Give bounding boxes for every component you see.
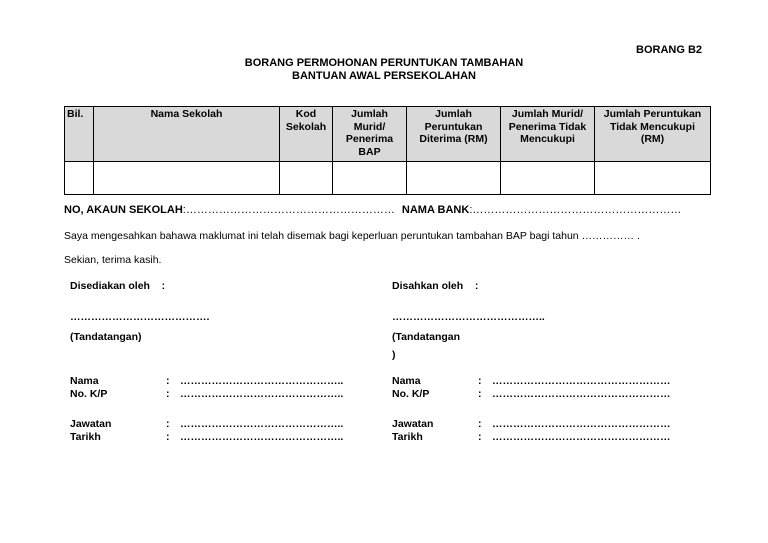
right-field-colon: : [478, 375, 482, 387]
closing-text: Sekian, terima kasih. [64, 254, 162, 266]
cell-peruntukan-diterima[interactable] [407, 162, 501, 195]
header-peruntukan-tidak-mencukupi: Jumlah Peruntukan Tidak Mencukupi (RM) [595, 107, 711, 162]
approved-by-signature-line[interactable]: …………………………………….. [392, 311, 545, 323]
right-field-label-jawatan: Jawatan [392, 418, 434, 430]
header-kod-sekolah: Kod Sekolah [280, 107, 333, 162]
left-field-dots-kp[interactable]: ……………………………………….. [180, 388, 344, 400]
prepared-by-signature-label: (Tandatangan) [70, 331, 142, 343]
right-field-label-kp: No. K/P [392, 388, 430, 400]
left-field-colon: : [166, 388, 170, 400]
approved-by-signature-label: (Tandatangan [392, 331, 461, 343]
right-field-dots-nama[interactable]: …………………………………………… [492, 375, 671, 387]
left-field-label-tarikh: Tarikh [70, 431, 101, 443]
account-label: NO, AKAUN SEKOLAH [64, 204, 183, 216]
left-field-dots-jawatan[interactable]: ……………………………………….. [180, 418, 344, 430]
left-field-dots-tarikh[interactable]: ……………………………………….. [180, 431, 344, 443]
allocation-table [64, 106, 711, 195]
right-field-dots-jawatan[interactable]: …………………………………………… [492, 418, 671, 430]
left-field-colon: : [166, 375, 170, 387]
header-murid-tidak-mencukupi: Jumlah Murid/ Penerima Tidak Mencukupi [501, 107, 595, 162]
right-field-colon: : [478, 418, 482, 430]
account-line [64, 204, 681, 216]
account-dots[interactable]: :………………………………………………… [182, 204, 395, 216]
cell-peruntukan-tidak-mencukupi[interactable] [595, 162, 711, 195]
cell-kod-sekolah[interactable] [280, 162, 333, 195]
bank-label: NAMA BANK [401, 204, 470, 216]
form-title-line-2: BANTUAN AWAL PERSEKOLAHAN [292, 70, 476, 82]
right-field-dots-kp[interactable]: …………………………………………… [492, 388, 671, 400]
header-bil: Bil. [65, 107, 94, 162]
right-field-colon: : [478, 388, 482, 400]
table-row [65, 162, 711, 195]
right-field-colon: : [478, 431, 482, 443]
approved-by-signature-label-end: ) [392, 349, 396, 361]
header-nama-sekolah: Nama Sekolah [94, 107, 280, 162]
right-field-dots-tarikh[interactable]: …………………………………………… [492, 431, 671, 443]
left-field-colon: : [166, 431, 170, 443]
bank-dots[interactable]: :………………………………………………… [469, 204, 682, 216]
prepared-by-signature-line[interactable]: …………………………………. [70, 311, 210, 323]
approved-by-heading: Disahkan oleh : [392, 280, 479, 292]
header-peruntukan-diterima: Jumlah Peruntukan Diterima (RM) [407, 107, 501, 162]
cell-murid-tidak-mencukupi[interactable] [501, 162, 595, 195]
left-field-label-nama: Nama [70, 375, 99, 387]
right-field-label-tarikh: Tarikh [392, 431, 423, 443]
cell-jumlah-murid[interactable] [333, 162, 407, 195]
cell-nama-sekolah[interactable] [94, 162, 280, 195]
cell-bil[interactable] [65, 162, 94, 195]
header-jumlah-murid: Jumlah Murid/ Penerima BAP [333, 107, 407, 162]
left-field-label-jawatan: Jawatan [70, 418, 112, 430]
declaration-text: Saya mengesahkan bahawa maklumat ini telah disemak bagi keperluan peruntukan tambahan BAP bagi tahun …………… . [64, 230, 640, 242]
left-field-dots-nama[interactable]: ……………………………………….. [180, 375, 344, 387]
table-header-row [65, 107, 711, 162]
left-field-label-kp: No. K/P [70, 388, 108, 400]
document-code: BORANG B2 [636, 44, 703, 56]
form-title-line-1: BORANG PERMOHONAN PERUNTUKAN TAMBAHAN [244, 57, 524, 69]
left-field-colon: : [166, 418, 170, 430]
prepared-by-heading: Disediakan oleh : [70, 280, 166, 292]
right-field-label-nama: Nama [392, 375, 421, 387]
